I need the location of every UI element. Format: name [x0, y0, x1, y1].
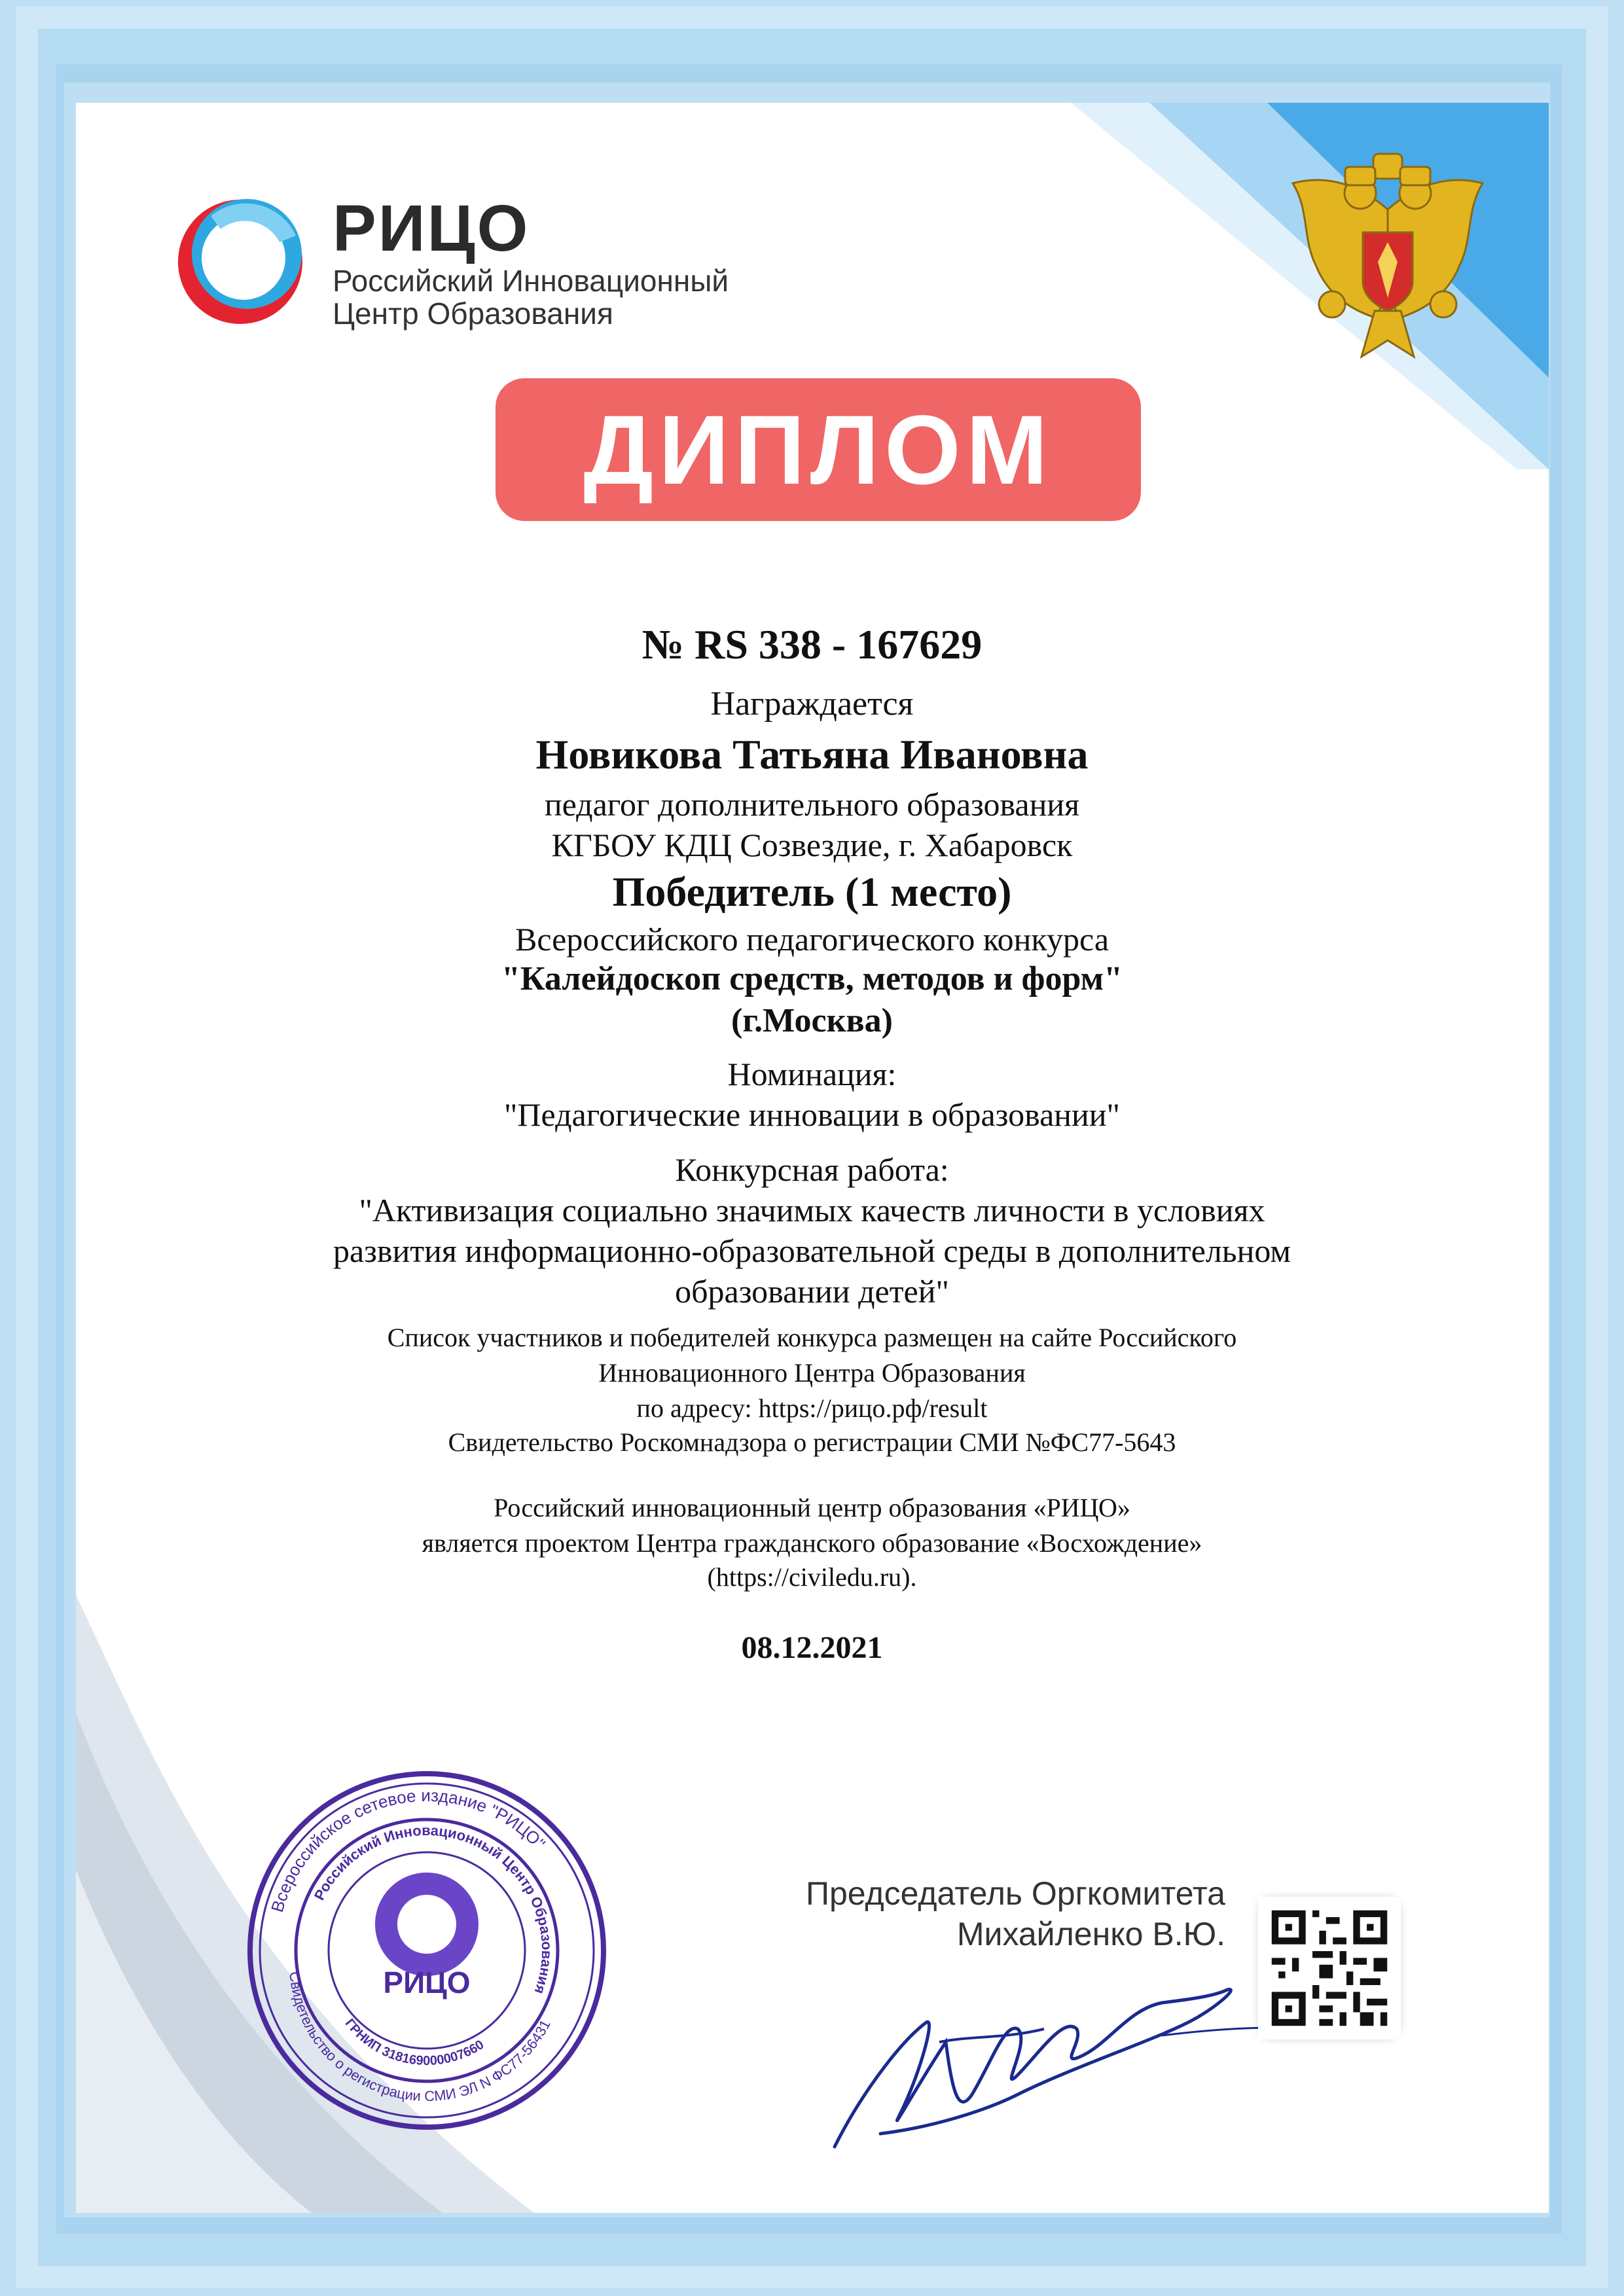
contest-type: Всероссийского педагогического конкурса	[514, 921, 1110, 958]
rico-logo-icon	[171, 190, 309, 327]
nomination-value: "Педагогические инновации в образовании"	[504, 1096, 1120, 1133]
awarded-label: Награждается	[710, 685, 914, 723]
work-title-line2: развития информационно-образовательной среды в дополнительном	[333, 1232, 1291, 1269]
info-line3: по адресу: https://рицо.рф/result	[636, 1393, 988, 1423]
diploma-title-banner: ДИПЛОМ	[496, 378, 1141, 521]
signature-role: Председатель Оргкомитета	[806, 1875, 1225, 1912]
award-place: Победитель (1 место)	[612, 869, 1012, 915]
info-line1: Список участников и победителей конкурса размещен на сайте Российского	[387, 1323, 1237, 1352]
info-line2: Инновационного Центра Образования	[598, 1358, 1026, 1388]
stamp-grnip-text: ГРНИП 318169000007660	[342, 2016, 487, 2069]
contest-name: "Калейдоскоп средств, методов и форм"	[501, 960, 1123, 997]
info-line4: Свидетельство Роскомнадзора о регистрации СМИ №ФС77-5643	[448, 1427, 1176, 1457]
issue-date: 08.12.2021	[741, 1630, 883, 1665]
stamp-outer-text: Всероссийское сетевое издание "РИЦО"	[266, 1785, 549, 1914]
stamp-inner-text: Российский Инновационный Центр Образования	[310, 1821, 556, 1996]
handwritten-signature	[821, 1964, 1319, 2160]
certificate-number: № RS 338 - 167629	[641, 621, 983, 668]
recipient-position: педагог дополнительного образования	[544, 786, 1080, 823]
project-line2: является проектом Центра гражданского образование «Восхождение»	[422, 1528, 1202, 1558]
contest-city: (г.Москва)	[731, 1002, 893, 1039]
project-line1: Российский инновационный центр образования «РИЦО»	[494, 1493, 1130, 1522]
stamp-icon	[244, 1767, 610, 2134]
stamp-certificate-text: Свидетельство о регистрации СМИ ЭЛ N ФС77-56431	[286, 1971, 554, 2105]
org-subtitle-line2: Центр Образования	[333, 296, 613, 331]
stamp-brand: РИЦО	[383, 1965, 471, 2000]
signature-name: Михайленко В.Ю.	[956, 1916, 1225, 1952]
recipient-name: Новикова Татьяна Ивановна	[535, 731, 1089, 778]
nomination-label: Номинация:	[727, 1056, 897, 1092]
work-title-line3: образовании детей"	[675, 1273, 949, 1310]
russian-coat-of-arms-icon	[1283, 147, 1492, 373]
org-name: РИЦО	[333, 192, 530, 265]
work-title-line1: "Активизация социально значимых качеств личности в условиях	[359, 1192, 1265, 1229]
work-label: Конкурсная работа:	[675, 1151, 949, 1188]
recipient-institution: КГБОУ КДЦ Созвездие, г. Хабаровск	[551, 827, 1073, 863]
org-subtitle-line1: Российский Инновационный	[333, 264, 729, 298]
project-line3: (https://civiledu.ru).	[707, 1562, 917, 1592]
qr-code-card[interactable]	[1258, 1897, 1401, 2039]
svg-text:ГРНИП 318169000007660	[342, 2017, 487, 2068]
qr-code-icon	[1258, 1897, 1401, 2039]
